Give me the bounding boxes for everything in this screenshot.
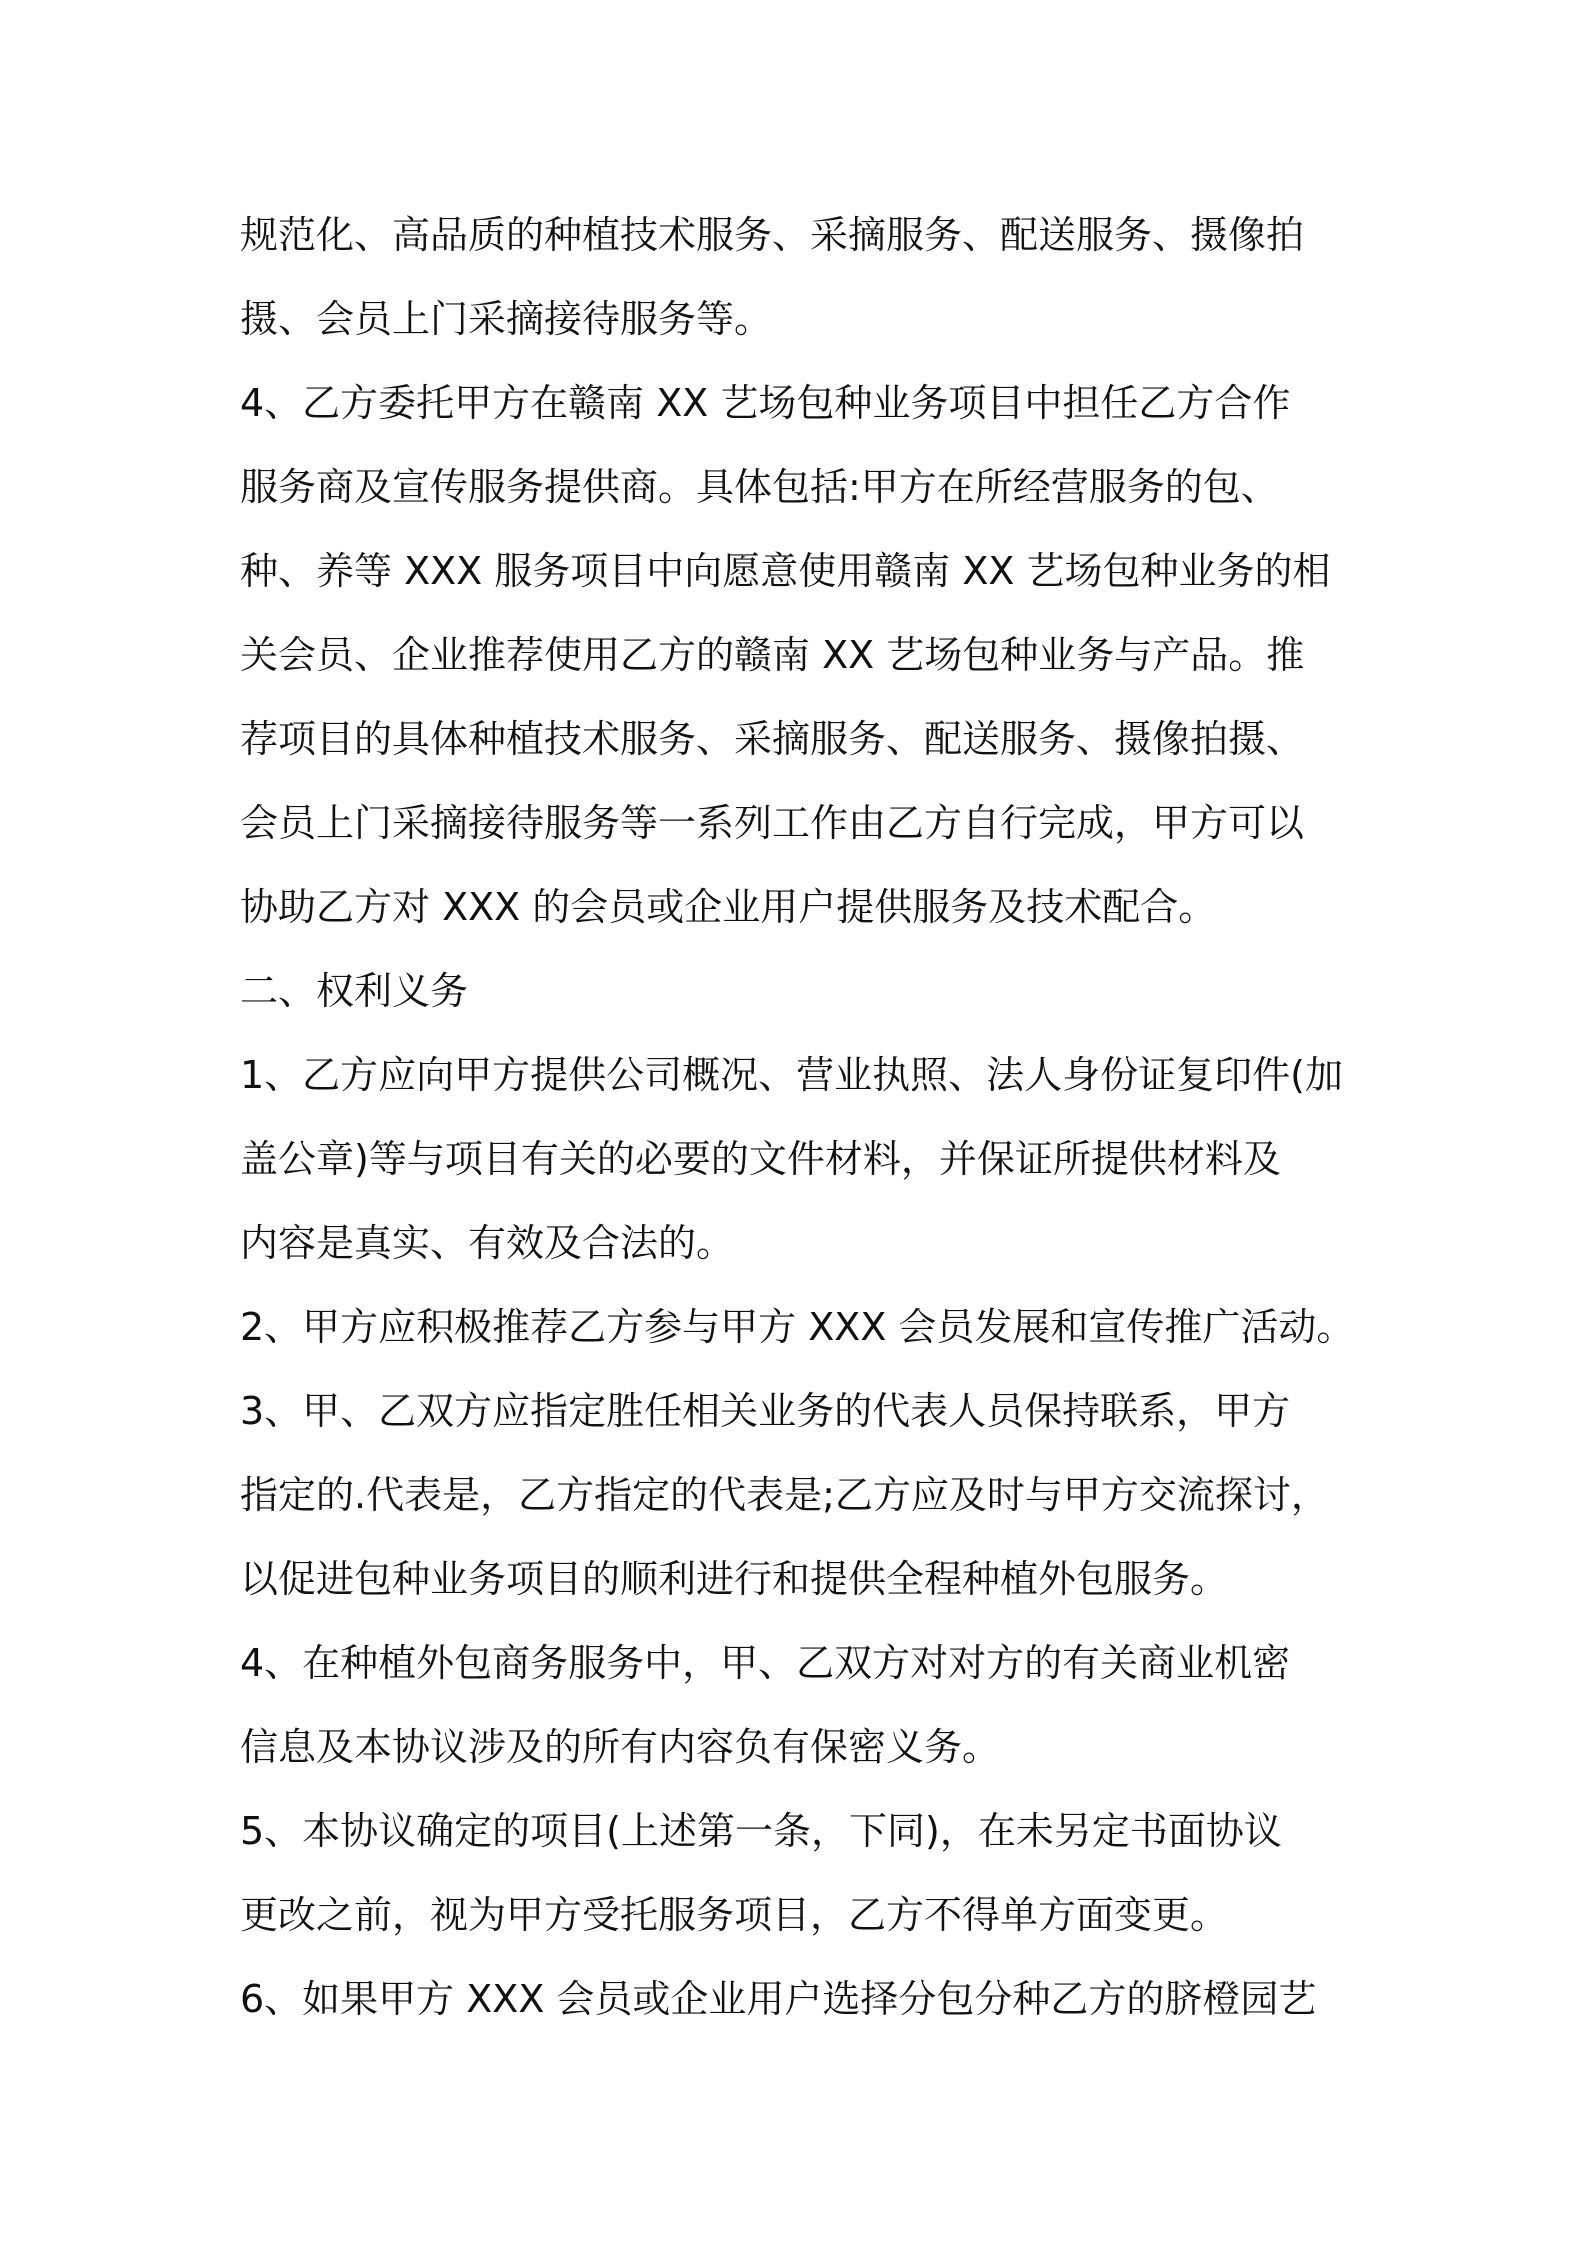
text-line: 以促进包种业务项目的顺利进行和提供全程种植外包服务。 bbox=[240, 1557, 1229, 1601]
text-line: 6、如果甲方 XXX 会员或企业用户选择分包分种乙方的脐橙园艺 bbox=[240, 1977, 1317, 2021]
text-line: 会员上门采摘接待服务等一系列工作由乙方自行完成，甲方可以 bbox=[240, 801, 1305, 845]
text-line: 盖公章)等与项目有关的必要的文件材料，并保证所提供材料及 bbox=[240, 1137, 1281, 1181]
text-line: 3、甲、乙双方应指定胜任相关业务的代表人员保持联系，甲方 bbox=[240, 1389, 1291, 1433]
text-line: 4、在种植外包商务服务中，甲、乙双方对对方的有关商业机密 bbox=[240, 1641, 1291, 1685]
text-line: 协助乙方对 XXX 的会员或企业用户提供服务及技术配合。 bbox=[240, 885, 1217, 929]
text-line: 指定的.代表是，乙方指定的代表是;乙方应及时与甲方交流探讨， bbox=[240, 1473, 1329, 1517]
text-line: 荐项目的具体种植技术服务、采摘服务、配送服务、摄像拍摄、 bbox=[240, 717, 1305, 761]
text-line: 摄、会员上门采摘接待服务等。 bbox=[240, 297, 773, 341]
text-line: 服务商及宣传服务提供商。具体包括:甲方在所经营服务的包、 bbox=[240, 465, 1279, 509]
text-line: 更改之前，视为甲方受托服务项目，乙方不得单方面变更。 bbox=[240, 1893, 1229, 1937]
text-line: 4、乙方委托甲方在赣南 XX 艺场包种业务项目中担任乙方合作 bbox=[240, 381, 1291, 425]
text-line: 种、养等 XXX 服务项目中向愿意使用赣南 XX 艺场包种业务的相 bbox=[240, 549, 1331, 593]
text-line: 2、甲方应积极推荐乙方参与甲方 XXX 会员发展和宣传推广活动。 bbox=[240, 1305, 1355, 1349]
text-line: 信息及本协议涉及的所有内容负有保密义务。 bbox=[240, 1725, 1001, 1769]
text-line: 关会员、企业推荐使用乙方的赣南 XX 艺场包种业务与产品。推 bbox=[240, 633, 1305, 677]
text-line: 5、本协议确定的项目(上述第一条，下同)，在未另定书面协议 bbox=[240, 1809, 1282, 1853]
text-line: 1、乙方应向甲方提供公司概况、营业执照、法人身份证复印件(加 bbox=[240, 1053, 1344, 1097]
document-body bbox=[240, 193, 1370, 2041]
text-line: 规范化、高品质的种植技术服务、采摘服务、配送服务、摄像拍 bbox=[240, 213, 1305, 257]
section-heading: 二、权利义务 bbox=[240, 969, 469, 1013]
text-line: 内容是真实、有效及合法的。 bbox=[240, 1221, 735, 1265]
